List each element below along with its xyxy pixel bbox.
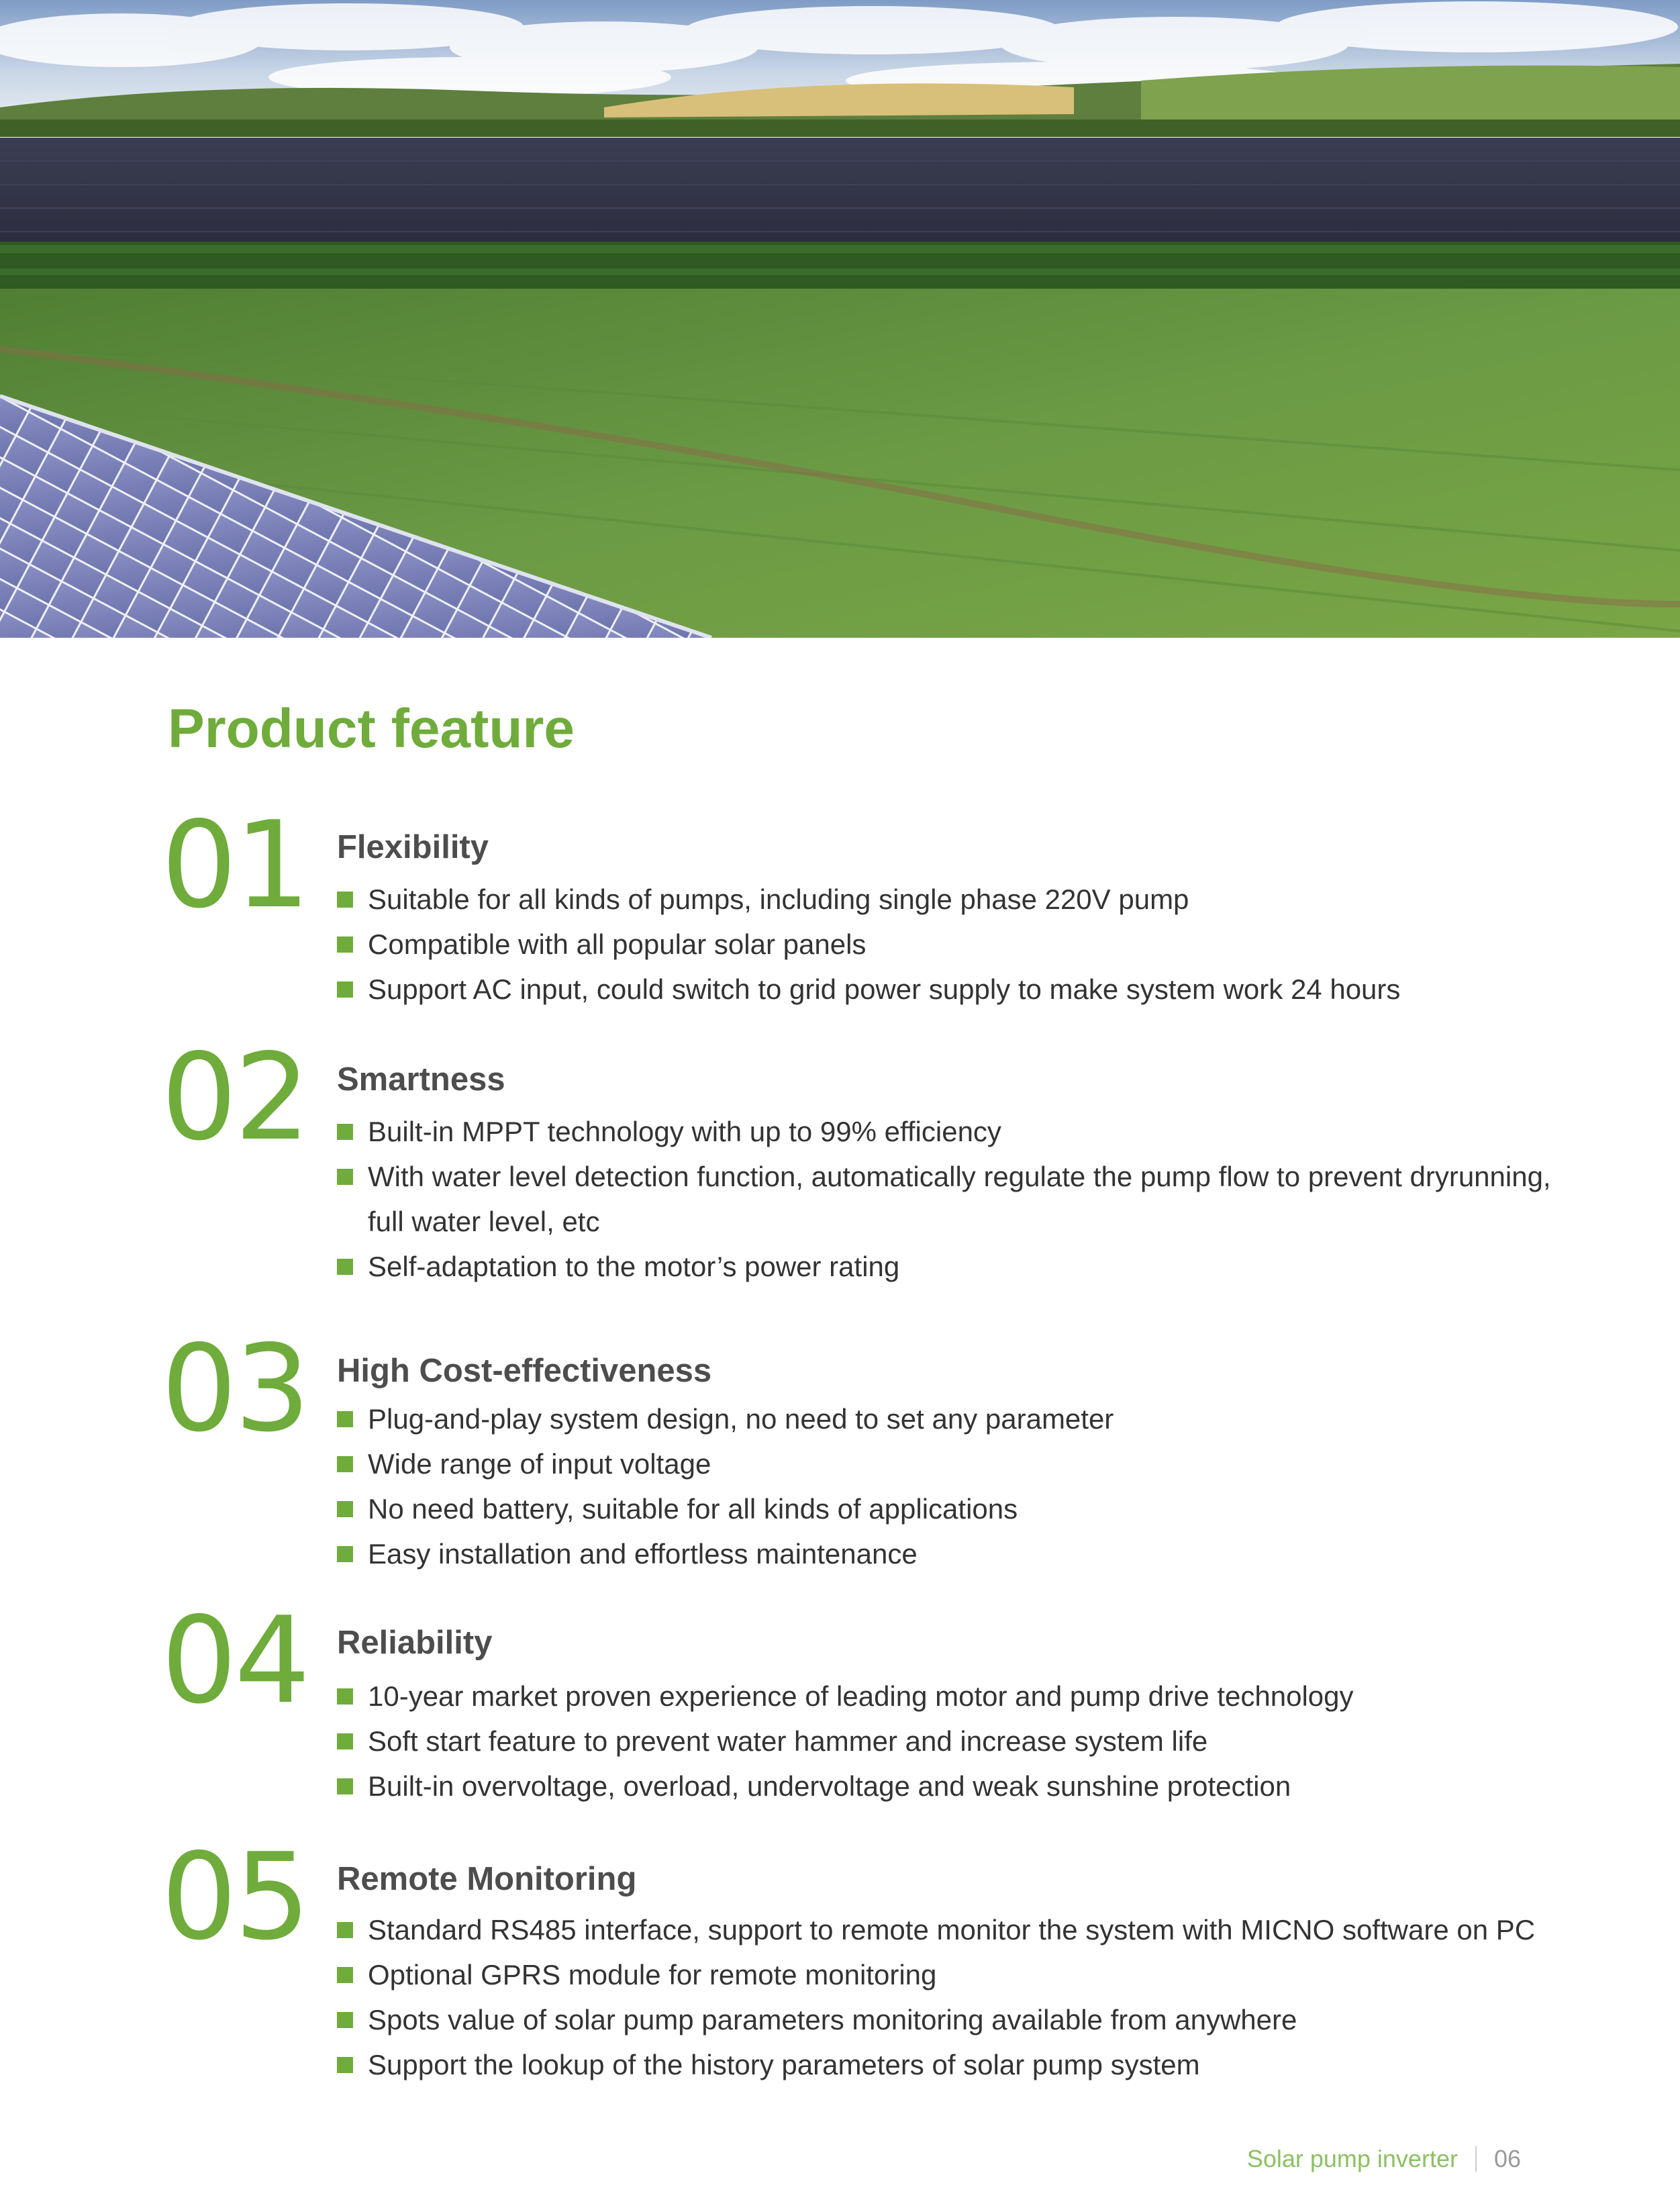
page-number: 06 — [1493, 2145, 1521, 2172]
feature-bullet: Standard RS485 interface, support to remote monitor the system with MICNO software on PC — [337, 1907, 1612, 1952]
green-square-bullet-icon — [337, 1124, 353, 1140]
feature-bullet: Support AC input, could switch to grid power supply to make system work 24 hours — [337, 967, 1579, 1012]
green-square-bullet-icon — [337, 1688, 353, 1705]
feature-bullet: No need battery, suitable for all kinds of applications — [337, 1486, 1579, 1531]
feature-bullet-list — [337, 1109, 1579, 1289]
feature-bullet: Optional GPRS module for remote monitoring — [337, 1952, 1612, 1997]
green-square-bullet-icon — [337, 1922, 353, 1938]
green-square-bullet-icon — [337, 1778, 353, 1794]
green-square-bullet-icon — [337, 981, 353, 998]
feature-bullet: Built-in MPPT technology with up to 99% efficiency — [337, 1109, 1579, 1154]
green-square-bullet-icon — [337, 1546, 353, 1562]
green-square-bullet-icon — [337, 1259, 353, 1275]
feature-number: 04 — [161, 1591, 308, 1730]
feature-bullet: Easy installation and effortless maintenance — [337, 1531, 1579, 1576]
green-square-bullet-icon — [337, 1411, 353, 1427]
page-footer — [1247, 2146, 1521, 2172]
feature-bullet-list — [337, 1907, 1612, 2087]
feature-title: Flexibility — [337, 829, 489, 865]
feature-bullet: Compatible with all popular solar panels — [337, 922, 1579, 967]
feature-bullet: 10-year market proven experience of leading motor and pump drive technology — [337, 1674, 1579, 1719]
feature-title: High Cost-effectiveness — [337, 1353, 712, 1389]
green-square-bullet-icon — [337, 1733, 353, 1749]
feature-number: 03 — [161, 1319, 308, 1458]
feature-bullet: Self-adaptation to the motor’s power rating — [337, 1244, 1579, 1289]
feature-bullet: With water level detection function, automatically regulate the pump flow to prevent dryrunning, full water level, etc — [337, 1154, 1579, 1244]
feature-bullet: Suitable for all kinds of pumps, including single phase 220V pump — [337, 877, 1579, 922]
feature-bullet-list — [337, 877, 1579, 1012]
feature-bullet: Support the lookup of the history parameters of solar pump system — [337, 2042, 1612, 2087]
feature-bullet: Wide range of input voltage — [337, 1441, 1579, 1486]
feature-bullet-list — [337, 1396, 1579, 1576]
feature-number: 02 — [161, 1028, 308, 1167]
hero-image — [0, 0, 1680, 638]
green-square-bullet-icon — [337, 1456, 353, 1472]
green-square-bullet-icon — [337, 2057, 353, 2073]
feature-bullet: Plug-and-play system design, no need to set any parameter — [337, 1396, 1579, 1441]
feature-title: Reliability — [337, 1625, 493, 1661]
feature-title: Smartness — [337, 1061, 505, 1098]
feature-bullet-list — [337, 1674, 1579, 1809]
page-title: Product feature — [168, 698, 575, 759]
feature-number: 05 — [161, 1827, 308, 1966]
green-square-bullet-icon — [337, 1967, 353, 1983]
green-square-bullet-icon — [337, 2012, 353, 2028]
feature-bullet: Spots value of solar pump parameters monitoring available from anywhere — [337, 1997, 1612, 2042]
green-square-bullet-icon — [337, 937, 353, 953]
footer-label: Solar pump inverter — [1246, 2145, 1458, 2172]
feature-number: 01 — [161, 796, 308, 934]
feature-title: Remote Monitoring — [337, 1861, 637, 1897]
green-square-bullet-icon — [337, 1501, 353, 1517]
green-square-bullet-icon — [337, 1169, 353, 1185]
feature-bullet: Soft start feature to prevent water hammer and increase system life — [337, 1719, 1579, 1764]
feature-bullet: Built-in overvoltage, overload, undervoltage and weak sunshine protection — [337, 1764, 1579, 1809]
footer-divider — [1475, 2146, 1477, 2172]
green-square-bullet-icon — [337, 892, 353, 908]
